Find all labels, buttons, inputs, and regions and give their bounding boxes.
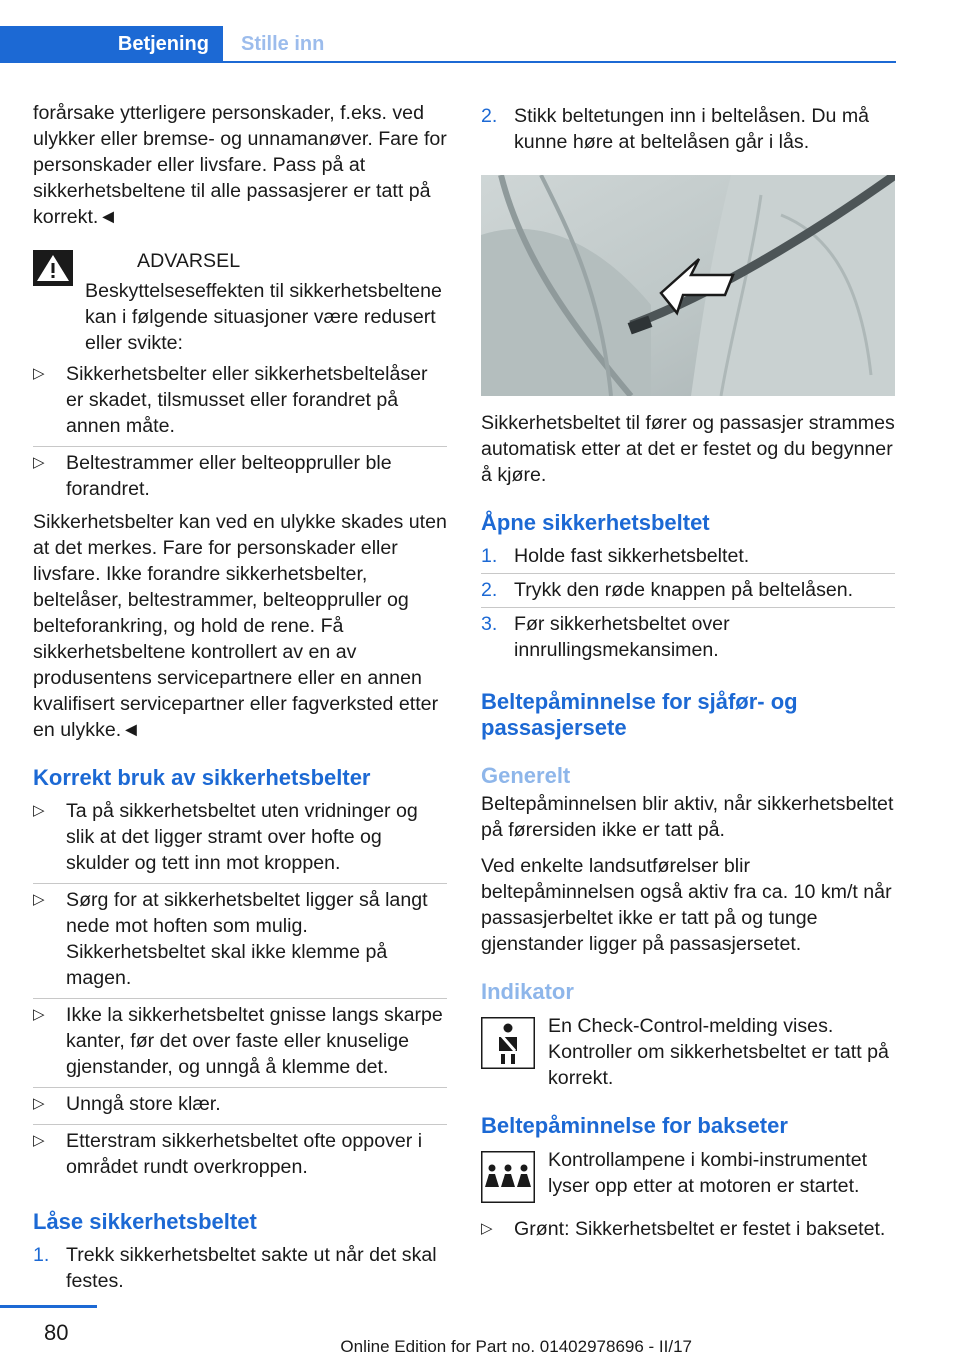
warning-after: Sikkerhetsbelter kan ved en ulykke skades uten at det merkes. Fare for personskader eller livsfare. Ikke forandre sikkerhetsbelter, beltelåser, beltestrammer, belteoppruller og belteforankring, og hold de rene. Få sikkerhetsbeltene kontrollert av en av produsentens servicepartnere eller en annen kvalifisert servicepartner eller fagverksted etter en ulykke.◄ (33, 511, 447, 741)
warning-list (33, 358, 447, 509)
triangle-bullet-icon: ▷ (33, 365, 45, 382)
list-item: ▷ Sørg for at sikkerhetsbeltet ligger så langt nede mot hoften som mulig. Sikkerhetsbeltet skal ikke klemme på magen. (33, 883, 447, 998)
intro-paragraph: forårsake ytterligere personskader, f.eks. ved ulykker eller bremse- og unnamanøver. Fare for personskader eller livsfare. Pass på at sikkerhetsbeltene til alle passasjerer er tatt på korrekt.◄ (33, 102, 447, 228)
left-column (33, 100, 447, 1298)
indicator-text: En Check-Control-melding vises. Kontroller om sikkerhetsbeltet er tatt på korrekt. (548, 1015, 889, 1089)
heading-lock-belt: Låse sikkerhetsbeltet (33, 1209, 257, 1234)
general-paragraph-2: Ved enkelte landsutførelser blir beltepåminnelsen også aktiv fra ca. 10 km/t når passasjerbeltet ikke er tatt på og tunge gjenstander ligger på passasjersetet. (481, 855, 892, 955)
heading-open-belt: Åpne sikkerhetsbeltet (481, 510, 710, 535)
footer-edition: Online Edition for Part no. 01402978696 - II/17 (340, 1337, 692, 1356)
list-item: ▷ Grønt: Sikkerhetsbeltet er festet i baksetet. (481, 1213, 895, 1249)
triangle-bullet-icon: ▷ (33, 1095, 45, 1112)
tab-betjening[interactable]: Betjening (0, 26, 223, 62)
open-steps-list (481, 540, 895, 667)
lock-steps-list (33, 1239, 447, 1298)
warning-triangle-icon (33, 250, 73, 286)
rear-seatbelt-icon (481, 1151, 535, 1203)
footer-rule (0, 1305, 97, 1308)
heading-reminder-front: Beltepåminnelse for sjåfør- og passasjersete (481, 689, 798, 740)
correct-use-list (33, 795, 447, 1187)
warning-text: Beskyttelseseffekten til sikkerhetsbeltene kan i følgende situasjoner være redusert eller svikte: (85, 280, 442, 354)
warning-title: ADVARSEL (137, 250, 241, 272)
triangle-bullet-icon: ▷ (33, 454, 45, 471)
heading-general: Generelt (481, 763, 571, 788)
list-item: 1. Trekk sikkerhetsbeltet sakte ut når det skal festes. (33, 1244, 437, 1292)
tab-stille-inn[interactable]: Stille inn (241, 33, 325, 55)
triangle-bullet-icon: ▷ (33, 802, 45, 819)
rear-items-list (481, 1213, 895, 1249)
lock-steps-continued (481, 100, 895, 159)
after-photo-text: Sikkerhetsbeltet til fører og passasjer strammes automatisk etter at det er festet og du begynner å kjøre. (481, 412, 895, 486)
page-number: 80 (44, 1320, 69, 1345)
header-rule (0, 61, 896, 63)
list-item: ▷ Beltestrammer eller belteoppruller ble forandret. (33, 446, 447, 509)
list-item: ▷ Ta på sikkerhetsbeltet uten vridninger og slik at det ligger stramt over hofte og skulder og tett inn mot kroppen. (33, 795, 447, 883)
seat-belt-buckle-photo (481, 175, 895, 396)
warning-block (33, 248, 447, 356)
seatbelt-warning-icon (481, 1017, 535, 1069)
list-item: 2. Trykk den røde knappen på beltelåsen. (481, 573, 895, 607)
triangle-bullet-icon: ▷ (33, 1006, 45, 1023)
right-column (481, 100, 895, 1249)
list-item: 1. Holde fast sikkerhetsbeltet. (481, 545, 750, 567)
general-paragraph-1: Beltepåminnelsen blir aktiv, når sikkerhetsbeltet på førersiden ikke er tatt på. (481, 793, 894, 841)
triangle-bullet-icon: ▷ (33, 1132, 45, 1149)
list-item: ▷ Etterstram sikkerhetsbeltet ofte oppover i området rundt overkroppen. (33, 1124, 447, 1187)
list-item: ▷ Ikke la sikkerhetsbeltet gnisse langs skarpe kanter, før det over faste eller knuselige gjenstander, og unngå å klemme det. (33, 998, 447, 1087)
indicator-row (481, 1013, 895, 1091)
list-item: 3. Før sikkerhetsbeltet over innrullingsmekansimen. (481, 607, 895, 667)
page-header (0, 0, 960, 62)
heading-reminder-rear: Beltepåminnelse for bakseter (481, 1113, 788, 1138)
list-item: 2. Stikk beltetungen inn i beltelåsen. Du må kunne høre at beltelåsen går i lås. (481, 105, 870, 153)
triangle-bullet-icon: ▷ (33, 891, 45, 908)
rear-indicator-text: Kontrollampene i kombi-instrumentet lyser opp etter at motoren er startet. (548, 1149, 868, 1197)
list-item: ▷ Unngå store klær. (33, 1087, 447, 1124)
heading-correct-use: Korrekt bruk av sikkerhetsbelter (33, 765, 371, 790)
list-item: ▷ Sikkerhetsbelter eller sikkerhetsbeltelåser er skadet, tilsmusset eller forandret på annen måte. (33, 358, 447, 446)
triangle-bullet-icon: ▷ (481, 1220, 493, 1237)
heading-indicator: Indikator (481, 979, 574, 1004)
rear-indicator-row (481, 1147, 895, 1205)
